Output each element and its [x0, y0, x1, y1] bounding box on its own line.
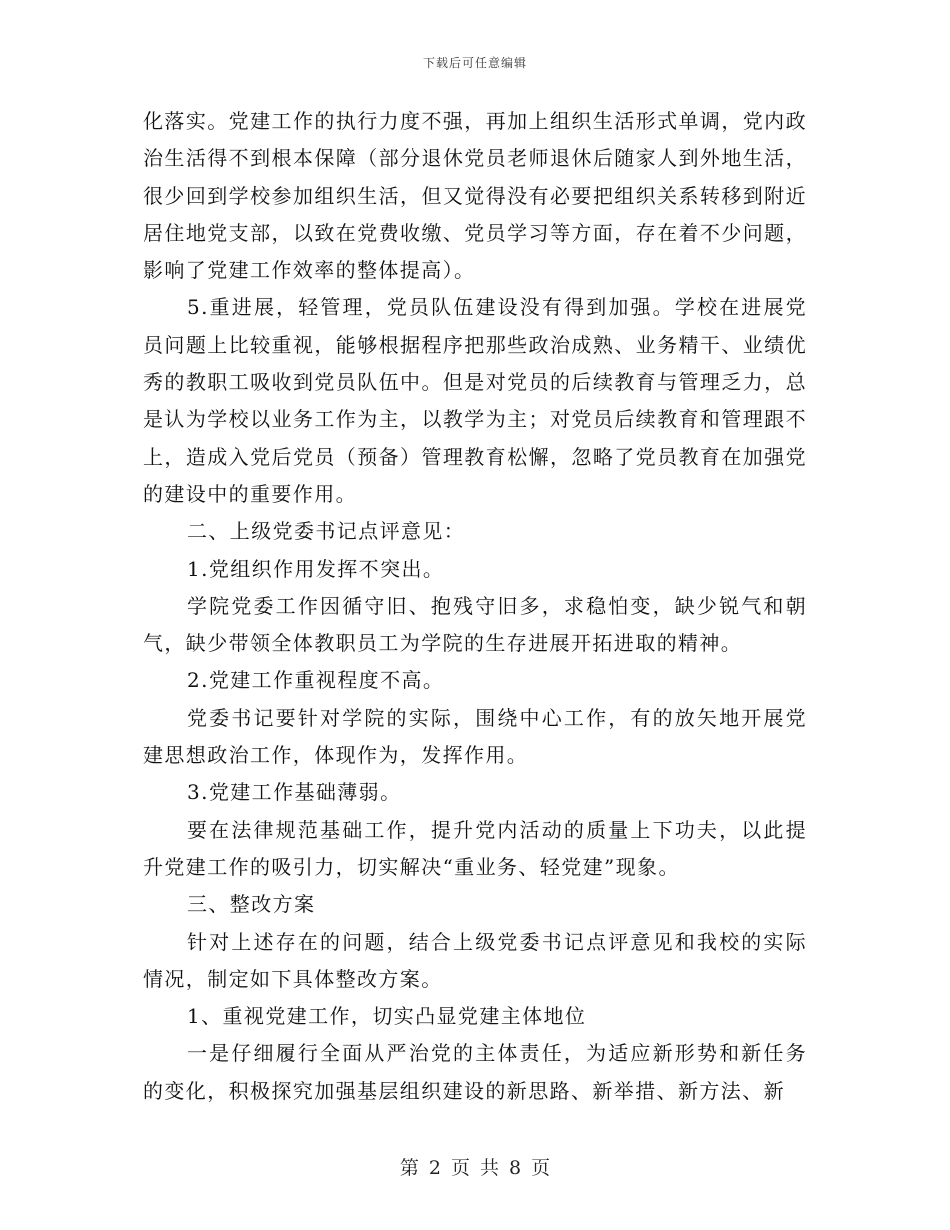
page-header: 下载后可任意编辑: [422, 56, 527, 70]
paragraph-3-intro: 针对上述存在的问题，结合上级党委书记点评意见和我校的实际情况，制定如下具体整改方案。: [143, 929, 807, 991]
section-heading-2: 二、上级党委书记点评意见：: [187, 519, 466, 544]
subheading-2-2: 2.党建工作重视程度不高。: [187, 668, 445, 693]
paragraph-1: 化落实。党建工作的执行力度不强，再加上组织生活形式单调，党内政治生活得不到根本保障（部分退休党员老师退休后随家人到外地生活，很少回到学校参加组织生活，但又觉得没有必要把组织关系转移到附近居住地党支部，以致在党费收缴、党员学习等方面，存在着不少问题，影响了党建工作效率的整体提高）。: [143, 109, 807, 283]
document-body: [143, 103, 807, 1110]
subheading-3-1: 1、重视党建工作，切实凸显党建主体地位: [187, 1004, 587, 1029]
paragraph-3-1: 一是仔细履行全面从严治党的主体责任，为适应新形势和新任务的变化，积极探究加强基层组织建设的新思路、新举措、新方法、新: [143, 1041, 807, 1103]
subheading-2-3: 3.党建工作基础薄弱。: [187, 780, 402, 805]
paragraph-2-1: 学院党委工作因循守旧、抱残守旧多，求稳怕变，缺少锐气和朝气，缺少带领全体教职员工为学院的生存进展开拓进取的精神。: [143, 593, 807, 656]
subheading-2-1: 1.党组织作用发挥不突出。: [187, 556, 445, 581]
section-heading-3: 三、整改方案: [187, 892, 316, 917]
page-footer: 第 2 页 共 8 页: [399, 1157, 551, 1179]
paragraph-2-2: 党委书记要针对学院的实际，围绕中心工作，有的放矢地开展党建思想政治工作，体现作为，发挥作用。: [143, 705, 807, 768]
paragraph-2: 5.重进展，轻管理，党员队伍建设没有得到加强。学校在进展党员问题上比较重视，能够根据程序把那些政治成熟、业务精干、业绩优秀的教职工吸收到党员队伍中。但是对党员的后续教育与管理乏力，总是认为学校以业务工作为主，以教学为主；对党员后续教育和管理跟不上，造成入党后党员（预备）管理教育松懈，忽略了党员教育在加强党的建设中的重要作用。: [143, 295, 807, 506]
paragraph-2-3: 要在法律规范基础工作，提升党内活动的质量上下功夫，以此提升党建工作的吸引力，切实解决“重业务、轻党建”现象。: [143, 817, 807, 879]
